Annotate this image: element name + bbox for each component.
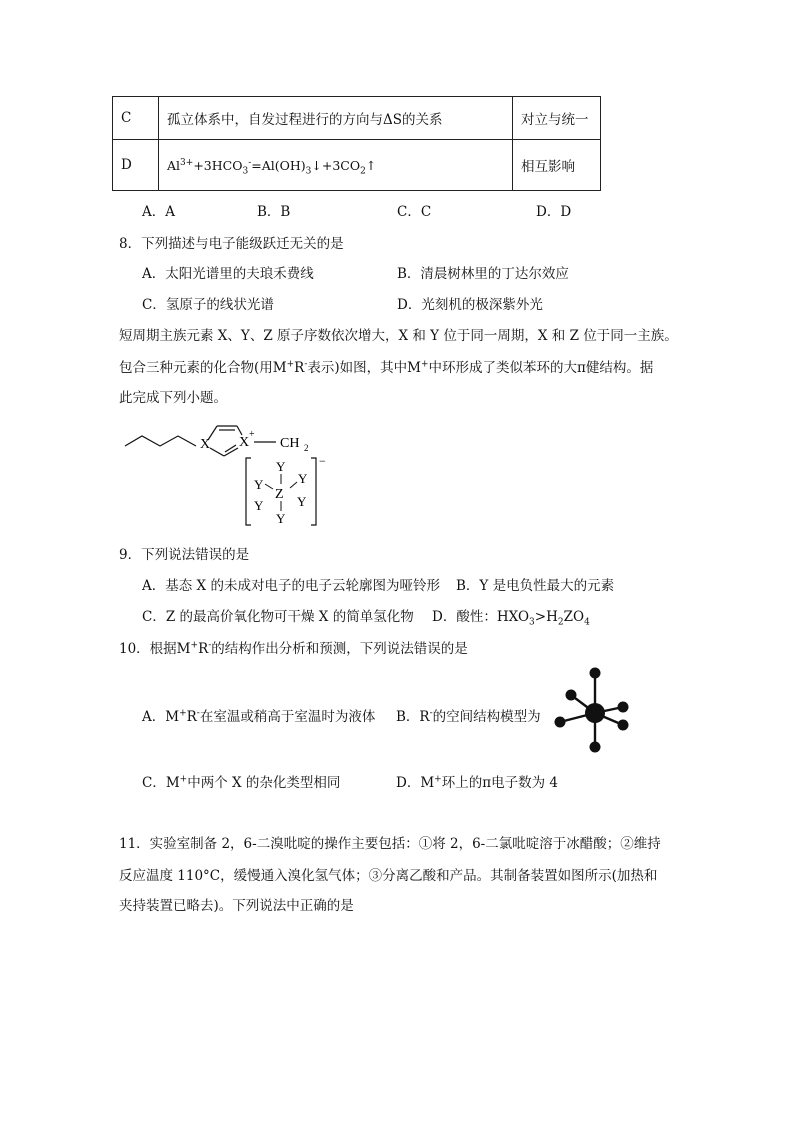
q8-option-c: C．氢原子的线状光谱 — [142, 297, 274, 313]
q10-option-b: B．R-的空间结构模型为 — [396, 708, 541, 725]
q9-option-a: A．基态 X 的未成对电子的电子云轮廓图为哑铃形 — [142, 578, 440, 594]
q10-option-a: A．M+R-在室温或稍高于室温时为液体 — [142, 708, 376, 725]
anion-charge: − — [319, 454, 326, 468]
q7-option-d: D．D — [536, 204, 572, 220]
table-row — [113, 97, 601, 140]
ch2-group: CH — [280, 436, 300, 451]
row-content: 孤立体系中，自发过程进行的方向与ΔS的关系 — [159, 97, 513, 140]
row-relation: 相互影响 — [513, 140, 601, 191]
intro-line-3: 此完成下列小题。 — [119, 390, 227, 406]
ligand-bottom: Y — [276, 511, 286, 526]
plus-sign: + — [249, 429, 255, 440]
row-label: D — [113, 140, 159, 191]
q8-option-b: B．清晨树林里的丁达尔效应 — [397, 266, 569, 282]
q8-option-a: A．太阳光谱里的夫琅禾费线 — [142, 266, 314, 282]
q11-line-3: 夹持装置已略去)。下列说法中正确的是 — [119, 898, 354, 914]
table-row — [113, 140, 601, 191]
question-7-table — [112, 96, 601, 191]
butyl-chain — [125, 436, 196, 446]
q8-stem: 8．下列描述与电子能级跃迁无关的是 — [119, 236, 344, 252]
intro-line-1: 短周期主族元素 X、Y、Z 原子序数依次增大，X 和 Y 位于同一周期，X 和 Z 位于同一主族。 — [119, 328, 678, 344]
q8-option-d: D．光刻机的极深紫外光 — [397, 297, 543, 313]
q9-option-c: C．Z 的最高价氧化物可干燥 X 的简单氢化物 — [142, 609, 414, 625]
x-plus-atom: X — [239, 435, 250, 450]
ligand-lower-left: Y — [254, 498, 264, 513]
q9-option-d: D．酸性：$HXO_3>H_2ZO_4$ — [432, 609, 590, 628]
q7-option-a: A．A — [142, 204, 175, 220]
q10-option-c: C．M+中两个 X 的杂化类型相同 — [142, 774, 341, 791]
ionic-liquid-structure — [120, 418, 340, 533]
center-z: Z — [275, 487, 284, 502]
q7-option-c: C．C — [397, 204, 432, 220]
octahedral-model-image — [548, 664, 638, 756]
ligand-upper-right: Y — [298, 471, 308, 486]
q9-stem: 9．下列说法错误的是 — [119, 547, 250, 563]
ligand-lower-right: Y — [297, 494, 307, 509]
row-relation: 对立与统一 — [513, 97, 601, 140]
ligand-top: Y — [276, 459, 286, 474]
q9-option-b: B．Y 是电负性最大的元素 — [456, 578, 615, 594]
ligand-upper-left: Y — [254, 477, 264, 492]
q11-line-2: 反应温度 110°C，缓慢通入溴化氢气体；③分离乙酸和产品。其制备装置如图所示(加热和 — [119, 868, 658, 884]
intro-line-2: 包合三种元素的化合物(用M+R-表示)如图，其中M+中环形成了类似苯环的大π健结构。据 — [119, 359, 654, 376]
q7-option-b: B．B — [257, 204, 291, 220]
ch2-subscript: 2 — [304, 443, 309, 453]
q11-line-1: 11．实验室制备 2，6-二溴吡啶的操作主要包括：①将 2，6-二氯吡啶溶于冰醋酸；②维持 — [119, 836, 661, 852]
q10-option-d: D．M+环上的π电子数为 4 — [396, 774, 558, 791]
row-label: C — [113, 97, 159, 140]
q10-stem: 10．根据M+R-的结构作出分析和预测，下列说法错误的是 — [119, 640, 468, 657]
row-equation: $Al^{3+}+3HCO_3^-=Al(OH)_3↓+3CO_2↑$ — [159, 140, 513, 191]
x-atom: X — [200, 437, 211, 452]
